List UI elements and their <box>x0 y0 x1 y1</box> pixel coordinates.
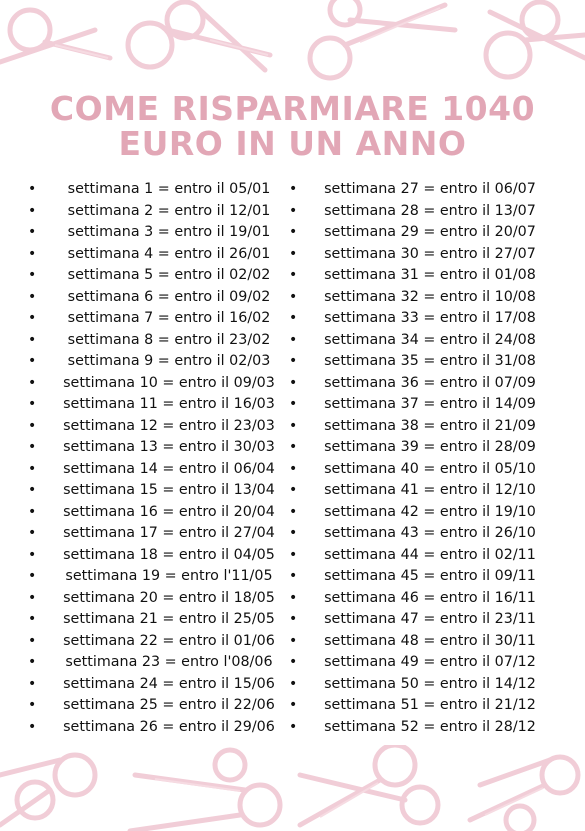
week-deadline-text: settimana 45 = entro il 09/11 <box>324 568 536 584</box>
bullet-icon: • <box>289 568 298 584</box>
week-deadline-text: settimana 29 = entro il 20/07 <box>324 224 536 240</box>
list-item <box>289 244 559 266</box>
list-item <box>289 480 559 502</box>
bullet-icon: • <box>289 439 298 455</box>
week-deadline-text: settimana 19 = entro l'11/05 <box>65 568 273 584</box>
scissors-icon <box>130 750 280 831</box>
bullet-icon: • <box>28 181 37 197</box>
bullet-icon: • <box>28 568 37 584</box>
week-deadline-text: settimana 42 = entro il 19/10 <box>324 503 536 520</box>
list-item <box>289 308 559 330</box>
bullet-icon: • <box>28 546 37 563</box>
list-item <box>289 502 559 524</box>
week-deadline-text: settimana 27 = entro il 06/07 <box>324 181 536 197</box>
list-item <box>289 588 559 610</box>
list-item <box>28 351 298 373</box>
bullet-icon: • <box>28 632 37 649</box>
week-deadline-text: settimana 22 = entro il 01/06 <box>63 632 275 649</box>
bullet-icon: • <box>28 439 37 455</box>
list-item <box>289 287 559 309</box>
list-item <box>289 652 559 674</box>
bullet-icon: • <box>289 288 298 305</box>
bullet-icon: • <box>289 245 298 262</box>
list-item <box>28 609 298 631</box>
bullet-icon: • <box>28 654 37 670</box>
bullet-icon: • <box>289 482 298 498</box>
scissors-pattern-bottom <box>0 745 585 831</box>
list-item <box>28 416 298 438</box>
bullet-icon: • <box>289 589 298 606</box>
week-deadline-text: settimana 21 = entro il 25/05 <box>63 611 275 627</box>
week-deadline-text: settimana 17 = entro il 27/04 <box>63 525 275 541</box>
list-item <box>289 201 559 223</box>
bullet-icon: • <box>28 310 37 326</box>
list-item <box>28 373 298 395</box>
week-deadline-text: settimana 33 = entro il 17/08 <box>324 310 536 326</box>
bullet-icon: • <box>28 525 37 541</box>
bullet-icon: • <box>289 525 298 541</box>
bullet-icon: • <box>289 632 298 649</box>
bullet-icon: • <box>28 331 37 348</box>
list-item <box>28 480 298 502</box>
week-deadline-text: settimana 10 = entro il 09/03 <box>63 374 275 391</box>
list-item <box>28 631 298 653</box>
bullet-icon: • <box>28 697 37 713</box>
list-item <box>289 459 559 481</box>
bullet-icon: • <box>28 589 37 606</box>
list-item <box>28 545 298 567</box>
scissors-icon <box>300 745 438 825</box>
bullet-icon: • <box>28 353 37 369</box>
week-deadline-text: settimana 2 = entro il 12/01 <box>67 202 271 219</box>
list-item <box>289 631 559 653</box>
list-item <box>289 373 559 395</box>
bullet-icon: • <box>28 611 37 627</box>
week-deadline-text: settimana 24 = entro il 15/06 <box>63 675 275 692</box>
bullet-icon: • <box>28 245 37 262</box>
week-deadline-text: settimana 4 = entro il 26/01 <box>67 245 271 262</box>
list-item <box>28 502 298 524</box>
week-deadline-text: settimana 26 = entro il 29/06 <box>63 718 275 735</box>
list-item <box>28 459 298 481</box>
list-item <box>289 523 559 545</box>
bullet-icon: • <box>289 310 298 326</box>
week-deadline-text: settimana 52 = entro il 28/12 <box>324 718 536 735</box>
list-item <box>289 609 559 631</box>
list-item <box>289 265 559 287</box>
bullet-icon: • <box>289 224 298 240</box>
week-deadline-text: settimana 12 = entro il 23/03 <box>63 417 275 434</box>
list-item <box>289 674 559 696</box>
bullet-icon: • <box>289 718 298 735</box>
week-deadline-text: settimana 1 = entro il 05/01 <box>67 181 271 197</box>
week-deadline-text: settimana 48 = entro il 30/11 <box>324 632 536 649</box>
scissors-icon <box>0 755 95 825</box>
week-deadline-text: settimana 35 = entro il 31/08 <box>324 353 536 369</box>
bullet-icon: • <box>289 611 298 627</box>
list-item <box>28 523 298 545</box>
week-deadline-text: settimana 11 = entro il 16/03 <box>63 396 275 412</box>
bullet-icon: • <box>289 675 298 692</box>
bullet-icon: • <box>289 654 298 670</box>
week-deadline-text: settimana 44 = entro il 02/11 <box>324 546 536 563</box>
bullet-icon: • <box>28 482 37 498</box>
bullet-icon: • <box>289 546 298 563</box>
week-deadline-text: settimana 34 = entro il 24/08 <box>324 331 536 348</box>
list-item <box>28 287 298 309</box>
bullet-icon: • <box>28 396 37 412</box>
week-deadline-text: settimana 6 = entro il 09/02 <box>67 288 271 305</box>
bullet-icon: • <box>28 718 37 735</box>
week-deadline-text: settimana 9 = entro il 02/03 <box>67 353 271 369</box>
scissors-icon <box>486 2 585 77</box>
week-deadline-text: settimana 37 = entro il 14/09 <box>324 396 536 412</box>
week-deadline-text: settimana 14 = entro il 06/04 <box>63 460 275 477</box>
list-item <box>28 244 298 266</box>
bullet-icon: • <box>28 675 37 692</box>
list-item <box>289 179 559 201</box>
week-deadline-text: settimana 8 = entro il 23/02 <box>67 331 271 348</box>
list-item <box>28 717 298 739</box>
bullet-icon: • <box>28 224 37 240</box>
bullet-icon: • <box>28 503 37 520</box>
list-item <box>28 437 298 459</box>
week-deadline-text: settimana 40 = entro il 05/10 <box>324 460 536 477</box>
week-deadline-text: settimana 32 = entro il 10/08 <box>324 288 536 305</box>
bullet-icon: • <box>289 181 298 197</box>
week-deadline-text: settimana 28 = entro il 13/07 <box>324 202 536 219</box>
list-item <box>289 330 559 352</box>
week-deadline-text: settimana 51 = entro il 21/12 <box>324 697 536 713</box>
week-deadline-text: settimana 18 = entro il 04/05 <box>63 546 275 563</box>
bullet-icon: • <box>289 417 298 434</box>
week-deadline-text: settimana 13 = entro il 30/03 <box>63 439 275 455</box>
week-deadline-text: settimana 38 = entro il 21/09 <box>324 417 536 434</box>
bullet-icon: • <box>28 417 37 434</box>
weeks-list-left <box>28 179 298 738</box>
list-item <box>28 695 298 717</box>
week-deadline-text: settimana 31 = entro il 01/08 <box>324 267 536 283</box>
list-item <box>28 674 298 696</box>
title-line-1: COME RISPARMIARE 1040 <box>49 89 536 128</box>
page-title <box>0 91 585 161</box>
list-item <box>28 566 298 588</box>
list-item <box>28 222 298 244</box>
bullet-icon: • <box>28 460 37 477</box>
bullet-icon: • <box>28 202 37 219</box>
bullet-icon: • <box>289 331 298 348</box>
week-deadline-text: settimana 25 = entro il 22/06 <box>63 697 275 713</box>
bullet-icon: • <box>289 267 298 283</box>
list-item <box>28 201 298 223</box>
week-deadline-text: settimana 49 = entro il 07/12 <box>324 654 536 670</box>
list-item <box>28 588 298 610</box>
bullet-icon: • <box>289 460 298 477</box>
bullet-icon: • <box>28 267 37 283</box>
bullet-icon: • <box>289 503 298 520</box>
week-deadline-text: settimana 16 = entro il 20/04 <box>63 503 275 520</box>
week-deadline-text: settimana 50 = entro il 14/12 <box>324 675 536 692</box>
week-deadline-text: settimana 39 = entro il 28/09 <box>324 439 536 455</box>
bullet-icon: • <box>289 374 298 391</box>
list-item <box>289 545 559 567</box>
week-deadline-text: settimana 36 = entro il 07/09 <box>324 374 536 391</box>
bullet-icon: • <box>289 202 298 219</box>
week-deadline-text: settimana 20 = entro il 18/05 <box>63 589 275 606</box>
list-item <box>28 179 298 201</box>
week-deadline-text: settimana 47 = entro il 23/11 <box>324 611 536 627</box>
list-item <box>289 717 559 739</box>
list-item <box>289 222 559 244</box>
scissors-icon <box>470 757 578 831</box>
title-line-2: EURO IN UN ANNO <box>118 124 467 163</box>
bullet-icon: • <box>28 288 37 305</box>
list-item <box>28 265 298 287</box>
list-item <box>289 394 559 416</box>
week-deadline-text: settimana 23 = entro l'08/06 <box>65 654 273 670</box>
scissors-icon <box>128 2 270 70</box>
weeks-list-right <box>289 179 559 738</box>
list-item <box>289 416 559 438</box>
week-deadline-text: settimana 15 = entro il 13/04 <box>63 482 275 498</box>
list-item <box>289 695 559 717</box>
week-deadline-text: settimana 30 = entro il 27/07 <box>324 245 536 262</box>
week-deadline-text: settimana 41 = entro il 12/10 <box>324 482 536 498</box>
list-item <box>28 308 298 330</box>
list-item <box>289 351 559 373</box>
list-item <box>28 652 298 674</box>
list-item <box>28 394 298 416</box>
week-deadline-text: settimana 43 = entro il 26/10 <box>324 525 536 541</box>
bullet-icon: • <box>289 697 298 713</box>
list-item <box>289 566 559 588</box>
bullet-icon: • <box>289 353 298 369</box>
scissors-pattern-top <box>0 0 585 90</box>
bullet-icon: • <box>28 374 37 391</box>
list-item <box>28 330 298 352</box>
week-deadline-text: settimana 7 = entro il 16/02 <box>67 310 271 326</box>
week-deadline-text: settimana 46 = entro il 16/11 <box>324 589 536 606</box>
week-deadline-text: settimana 5 = entro il 02/02 <box>67 267 271 283</box>
list-item <box>289 437 559 459</box>
week-deadline-text: settimana 3 = entro il 19/01 <box>67 224 271 240</box>
bullet-icon: • <box>289 396 298 412</box>
